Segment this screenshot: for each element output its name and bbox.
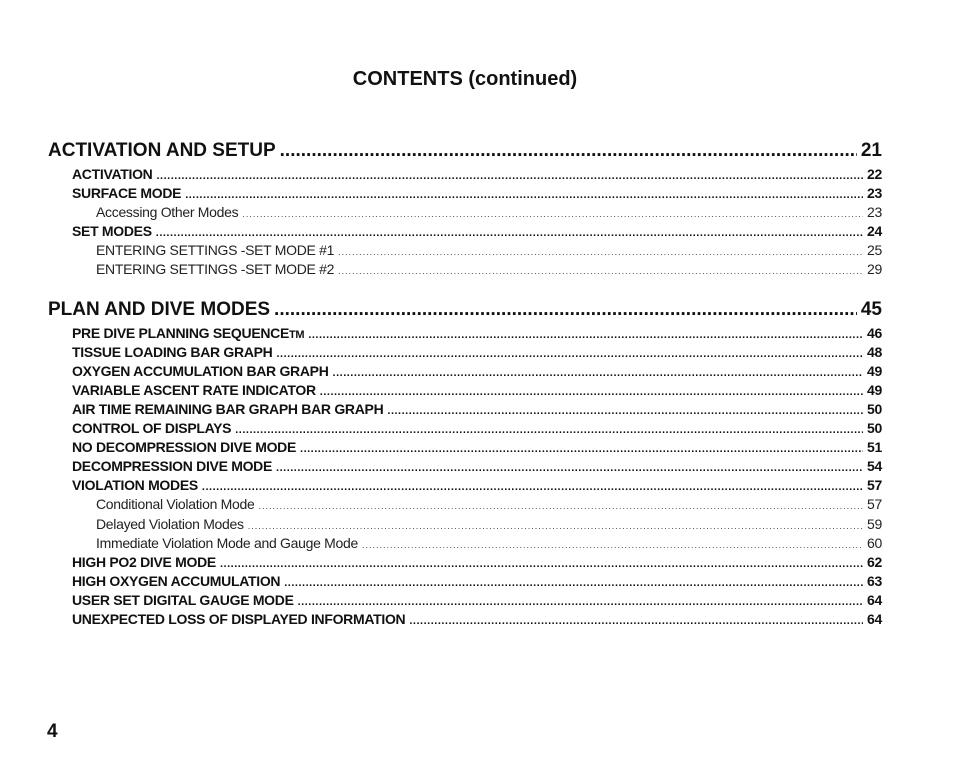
dot-leader <box>156 227 863 239</box>
toc-subentry[interactable] <box>96 242 882 258</box>
dot-leader <box>276 462 863 474</box>
toc-entry-title: Conditional Violation Mode <box>96 496 255 512</box>
toc-page-number: 50 <box>867 420 882 436</box>
toc-page-number: 23 <box>867 204 882 220</box>
toc-page-number: 51 <box>867 439 882 455</box>
toc-entry-title: Delayed Violation Modes <box>96 516 244 532</box>
toc-page-number: 62 <box>867 554 882 570</box>
toc-entry-title: TISSUE LOADING BAR GRAPH <box>72 344 273 360</box>
toc-page-number: 59 <box>867 516 882 532</box>
dot-leader <box>338 247 863 257</box>
toc-entry[interactable] <box>72 592 882 608</box>
toc-entry[interactable] <box>72 573 882 589</box>
toc-page-number: 48 <box>867 344 882 360</box>
toc-entry-title: PRE DIVE PLANNING SEQUENCE <box>72 325 290 341</box>
toc-entry[interactable] <box>72 477 882 493</box>
toc-page-number: 60 <box>867 535 882 551</box>
toc-page-number: 50 <box>867 401 882 417</box>
toc-entry-title: NO DECOMPRESSION DIVE MODE <box>72 439 297 455</box>
dot-leader <box>156 170 863 182</box>
dot-leader <box>333 367 863 379</box>
toc-entry[interactable] <box>72 223 882 239</box>
dot-leader <box>276 348 863 360</box>
toc-entry-title: AIR TIME REMAINING BAR GRAPH BAR GRAPH <box>72 401 384 417</box>
dot-leader <box>320 386 863 398</box>
toc-entry[interactable] <box>72 185 882 201</box>
toc-entry-title: DECOMPRESSION DIVE MODE <box>72 458 273 474</box>
dot-leader <box>242 209 863 219</box>
dot-leader <box>387 405 863 417</box>
toc-entry-title: Accessing Other Modes <box>96 204 239 220</box>
toc-page-number: 64 <box>867 611 882 627</box>
toc-entry-title: ENTERING SETTINGS -SET MODE #2 <box>96 261 335 277</box>
toc-page-number: 46 <box>867 325 882 341</box>
dot-leader <box>409 615 863 627</box>
toc-subentry[interactable] <box>96 535 882 551</box>
toc-entry-title: ENTERING SETTINGS -SET MODE #1 <box>96 242 335 258</box>
toc-entry[interactable] <box>72 439 882 455</box>
dot-leader <box>298 596 863 608</box>
dot-leader <box>362 540 863 550</box>
toc-subentry[interactable] <box>96 496 882 512</box>
dot-leader <box>202 481 863 493</box>
toc-entry-title: VARIABLE ASCENT RATE INDICATOR <box>72 382 316 398</box>
toc-entry-title: CONTROL OF DISPLAYS <box>72 420 232 436</box>
toc-subentry[interactable] <box>96 516 882 532</box>
dot-leader <box>274 299 857 321</box>
toc-entry-title: HIGH OXYGEN ACCUMULATION <box>72 573 281 589</box>
toc-entry-title: ACTIVATION AND SETUP <box>48 140 276 161</box>
dot-leader <box>185 189 863 201</box>
toc-entry[interactable] <box>72 458 882 474</box>
toc-entry-title: UNEXPECTED LOSS OF DISPLAYED INFORMATION <box>72 611 406 627</box>
dot-leader <box>220 558 863 570</box>
toc-page-number: 21 <box>860 140 882 161</box>
toc-page-number: 24 <box>867 223 882 239</box>
toc-entry[interactable] <box>72 554 882 570</box>
dot-leader <box>308 329 863 341</box>
toc-page-number: 54 <box>867 458 882 474</box>
toc-page-number: 49 <box>867 382 882 398</box>
toc-entry[interactable] <box>72 382 882 398</box>
toc-subentry[interactable] <box>96 204 882 220</box>
toc-entry[interactable] <box>72 611 882 627</box>
toc-page-number: 29 <box>867 261 882 277</box>
dot-leader <box>248 521 863 531</box>
toc-entry[interactable] <box>72 344 882 360</box>
toc-entry-title: ACTIVATION <box>72 166 153 182</box>
dot-leader <box>284 577 863 589</box>
toc-entry[interactable]: PRE DIVE PLANNING SEQUENCE TM ..... 46 <box>72 325 882 341</box>
toc-entry-title: PLAN AND DIVE MODES <box>48 299 271 320</box>
toc-page-number: 57 <box>867 496 882 512</box>
toc-page-number: 25 <box>867 242 882 258</box>
toc-entry-title: SURFACE MODE <box>72 185 182 201</box>
toc-page-number: 45 <box>860 299 882 320</box>
toc-entry-title: Immediate Violation Mode and Gauge Mode <box>96 535 358 551</box>
toc-subentry[interactable] <box>96 261 882 277</box>
page-number: 4 <box>47 721 58 742</box>
toc-entry[interactable] <box>72 363 882 379</box>
toc-entry-title: USER SET DIGITAL GAUGE MODE <box>72 592 294 608</box>
page-title: CONTENTS (continued) <box>352 68 578 90</box>
toc-page-number: 64 <box>867 592 882 608</box>
toc-page-number: 49 <box>867 363 882 379</box>
toc-entry-title: VIOLATION MODES <box>72 477 198 493</box>
dot-leader <box>338 266 863 276</box>
dot-leader <box>235 424 863 436</box>
dot-leader <box>259 501 864 511</box>
toc-entry-title: SET MODES <box>72 223 152 239</box>
toc-section[interactable] <box>48 140 882 162</box>
toc-page-number: 57 <box>867 477 882 493</box>
toc-section[interactable] <box>48 299 882 321</box>
toc-page-number: 22 <box>867 166 882 182</box>
toc-entry[interactable] <box>72 166 882 182</box>
toc-entry-title: HIGH PO2 DIVE MODE <box>72 554 216 570</box>
toc-entry[interactable] <box>72 401 882 417</box>
toc-page-number: 63 <box>867 573 882 589</box>
toc-entry[interactable] <box>72 420 882 436</box>
toc-entry-title: OXYGEN ACCUMULATION BAR GRAPH <box>72 363 329 379</box>
dot-leader <box>280 140 857 162</box>
toc-page-number: 23 <box>867 185 882 201</box>
dot-leader <box>300 443 863 455</box>
